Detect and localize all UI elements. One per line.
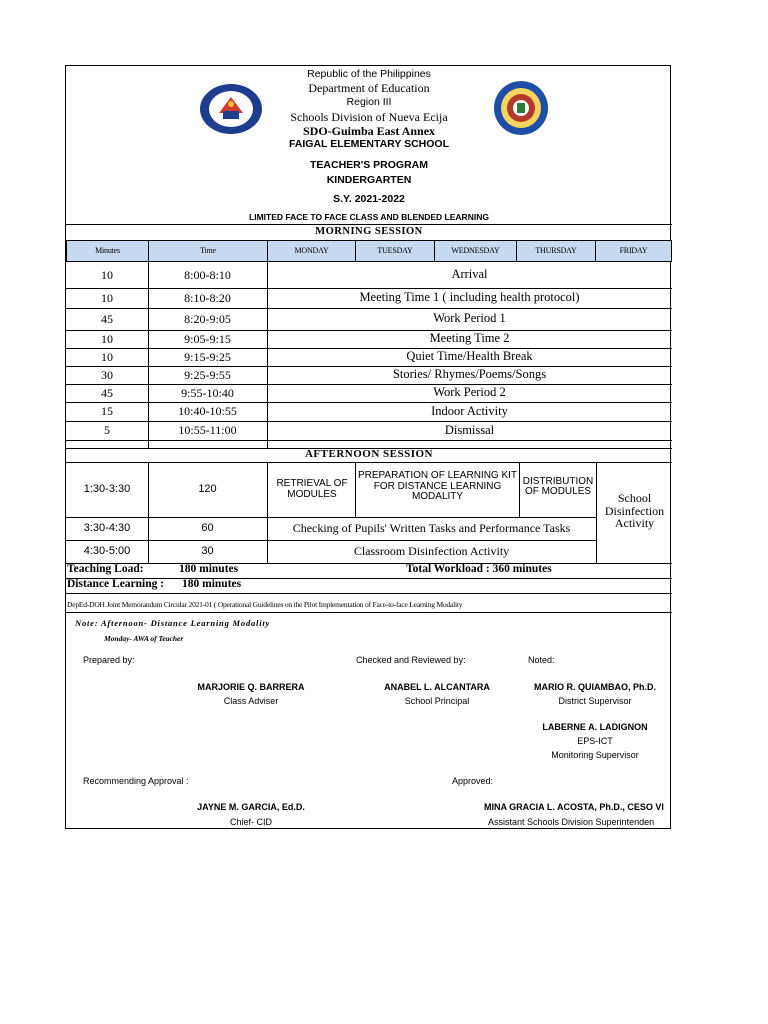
retrieval-of-modules: RETRIEVAL OF MODULES [276,478,348,500]
department-text: Department of Education [308,81,430,95]
distance-learning-label: Distance Learning : [67,578,165,590]
cid-chief-title: Chief- CID [229,817,272,827]
memorandum-reference: DepEd-DOH Joint Memorandum Circular 2021-01 ( Operational Guidelines on the Pilot Implementation of Face-to-face Learning Modality [67,600,463,609]
table-row-minutes: 30 [101,367,113,382]
table-row-time: 8:10-8:20 [184,290,231,305]
table-row-time: 8:00-8:10 [184,267,231,282]
region-text: Region III [346,96,392,108]
table-row-minutes: 45 [101,311,113,326]
afternoon-session-title: AFTERNOON SESSION [304,448,433,460]
program-title: TEACHER'S PROGRAM [309,159,428,171]
afternoon-row-minutes: 60 [201,521,214,534]
table-row-activity: Stories/ Rhymes/Poems/Songs [392,367,547,382]
table-row-activity: Indoor Activity [431,403,508,418]
distribution-of-modules: DISTRIBUTION OF MODULES [522,475,594,497]
preparation-of-learning-kit: PREPARATION OF LEARNING KIT FOR DISTANCE LEARNING MODALITY [357,470,518,503]
adviser-name: MARJORIE Q. BARRERA [197,682,305,692]
afternoon-row-minutes: 120 [198,482,217,495]
republic-text: Republic of the Philippines [307,68,431,80]
school-disinfection-activity: School Disinfection Activity [604,491,665,531]
table-row-minutes: 10 [101,267,113,282]
col-minutes: Minutes [66,240,149,262]
table-row-activity: Work Period 1 [433,311,506,326]
table-row-minutes: 15 [101,404,113,419]
table-row-time: 9:15-9:25 [184,349,231,364]
morning-session-title: MORNING SESSION [315,226,423,237]
school-name: FAIGAL ELEMENTARY SCHOOL [288,138,450,150]
col-time: Time [148,240,268,262]
afternoon-row-activity: Classroom Disinfection Activity [353,544,510,559]
table-row-minutes: 10 [101,349,113,364]
table-row-time: 9:05-9:15 [184,331,231,346]
col-wednesday: WEDNESDAY [434,240,517,262]
cid-chief-name: JAYNE M. GARCIA, Ed.D. [197,802,305,812]
note-text: Note: Afternoon- Distance Learning Modality [75,618,271,628]
table-row-minutes: 10 [101,290,113,305]
district-supervisor-name: MARIO R. QUIAMBAO, Ph.D. [534,682,656,692]
table-row-time: 10:40-10:55 [178,404,237,419]
table-row-minutes: 5 [104,423,110,438]
modality-title: LIMITED FACE TO FACE CLASS AND BLENDED LEARNING [249,212,489,222]
afternoon-row-time: 4:30-5:00 [83,544,131,557]
level-title: KINDERGARTEN [326,174,412,186]
approved-label: Approved: [452,776,494,786]
principal-title: School Principal [404,696,470,706]
col-friday: FRIDAY [595,240,672,262]
division-text: Schools Division of Nueva Ecija [290,110,448,124]
school-year: S.Y. 2021-2022 [333,193,405,205]
table-row-activity: Meeting Time 2 [429,331,510,346]
annex-text: SDO-Guimba East Annex [302,124,436,138]
teaching-load-value: 180 minutes [179,563,239,575]
table-row-minutes: 45 [101,385,113,400]
asds-name: MINA GRACIA L. ACOSTA, Ph.D., CESO VI [484,802,664,812]
monitoring-supervisor-title: Monitoring Supervisor [551,750,639,760]
eps-name: LABERNE A. LADIGNON [542,722,648,732]
district-supervisor-title: District Supervisor [558,696,632,706]
distance-learning-value: 180 minutes [182,578,242,590]
table-row-time: 9:25-9:55 [184,367,231,382]
teaching-load-label: Teaching Load: [67,563,144,575]
afternoon-row-minutes: 30 [201,544,214,557]
noted-label: Noted: [528,655,555,665]
table-row-time: 10:55-11:00 [178,423,237,438]
table-row-time: 9:55-10:40 [181,385,234,400]
table-row-activity: Arrival [451,267,488,282]
afternoon-row-time: 1:30-3:30 [83,482,131,495]
recommending-approval-label: Recommending Approval : [83,776,189,786]
afternoon-row-activity: Checking of Pupils' Written Tasks and Performance Tasks [292,521,571,536]
checked-by-label: Checked and Reviewed by: [356,655,466,665]
col-thursday: THURSDAY [516,240,596,262]
prepared-by-label: Prepared by: [83,655,135,665]
table-row-minutes: 10 [101,331,113,346]
col-monday: MONDAY [267,240,356,262]
adviser-title: Class Adviser [223,696,279,706]
table-row-activity: Quiet Time/Health Break [406,349,533,364]
total-workload: Total Workload : 360 minutes [406,563,552,575]
table-row-activity: Dismissal [444,422,495,437]
table-row-activity: Work Period 2 [433,385,506,400]
principal-name: ANABEL L. ALCANTARA [384,682,490,692]
document-page [65,65,671,829]
col-tuesday: TUESDAY [355,240,435,262]
note-monday: Monday- AWA of Teacher [104,634,184,643]
asds-title: Assistant Schools Division Superintenden [488,817,655,827]
table-row-activity: Meeting Time 1 ( including health protocol) [359,290,580,305]
table-row-time: 8:20-9:05 [184,311,231,326]
eps-title: EPS-ICT [577,736,613,746]
afternoon-row-time: 3:30-4:30 [83,521,131,534]
